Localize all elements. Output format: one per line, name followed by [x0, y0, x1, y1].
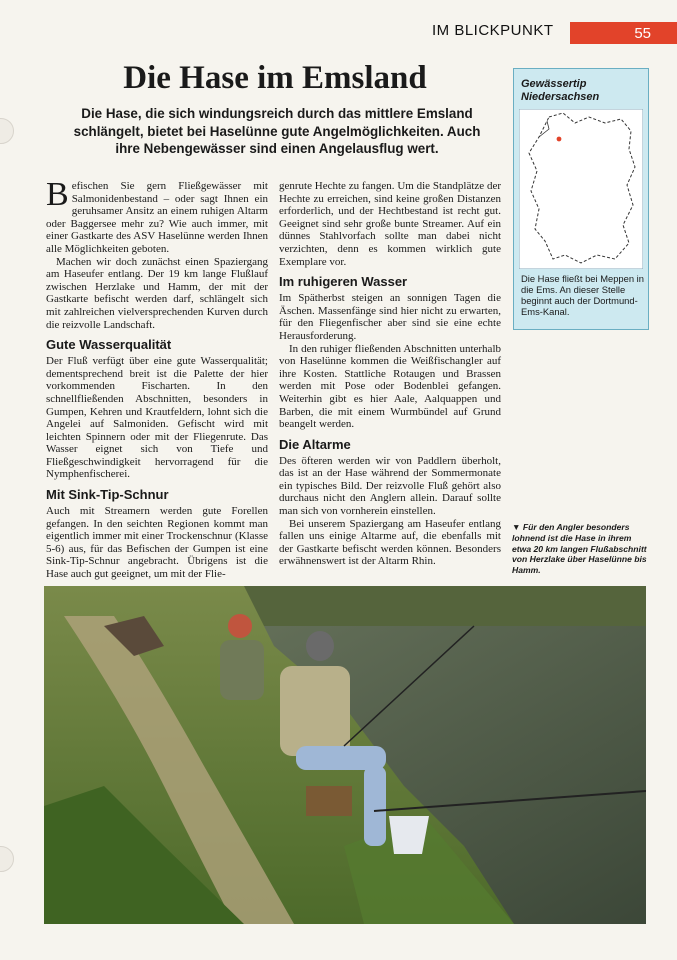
- sidebar-caption: Die Hase fließt bei Meppen in die Ems. An dieser Stelle beginnt auch der Dortmund-Ems-Kanal.: [521, 273, 644, 317]
- germany-map: [519, 109, 643, 269]
- text-column-1: [46, 176, 268, 581]
- article-intro: Die Hase, die sich windungsreich durch das mittlere Emsland schlängelt, bietet bei Haselünne gute Angelmöglichkeiten. Auch ihre Nebengewässer sind einen Angelausflug wert.: [73, 106, 481, 156]
- section-label: IM BLICKPUNKT: [432, 22, 554, 39]
- subheading-quality: Gute Wasserqualität: [46, 337, 172, 353]
- paragraph: Bei unserem Spaziergang am Haseufer entlang fallen uns einige Altarme auf, die ebenfalls mit der Gastkarte befischt werden können. Besonders erwähnenswert ist der Altarm Rhin.: [279, 517, 501, 568]
- article-title: Die Hase im Emsland: [123, 60, 427, 96]
- paragraph: Der Fluß verfügt über eine gute Wasserqualität; dementsprechend breit ist die Palette der hier vorkommenden Fischarten. In den schnellfließenden Abschnitten, besonders in Gumpen, Kehren und Krautfeldern, lohnt sich die Angelei auf Salmoniden. Gefischt wird mit leichten Spinnern oder mit der Fliegenrute. Das Wasser eignet sich von Tiefe und Fließgeschwindigkeit hervorragend für die Nymphenfischerei.: [46, 355, 268, 481]
- subheading-altarme: Die Altarme: [279, 436, 351, 452]
- anglers-photo: [44, 586, 646, 924]
- paragraph: Im Spätherbst steigen an sonnigen Tagen die Äschen. Massenfänge sind hier nicht zu erwarten, für den Fliegenfischer aber sind sie eine echte Herausforderung.: [279, 292, 501, 342]
- photo-illustration: [44, 586, 646, 924]
- paragraph-text: efischen Sie gern Fließgewässer mit Salmonidenbestand – oder sagt Ihnen ein geruhsamer Ansitz an einem ruhigen Altarm oder Baggersee mehr zu? Wie auch immer, mit einer Gastkarte des ASV Haselünne werden Ihnen alle Möglichkeiten geboten.: [46, 180, 268, 255]
- subheading-sink-tip: Mit Sink-Tip-Schnur: [46, 487, 169, 503]
- info-sidebar: [513, 68, 649, 330]
- paragraph: In den ruhiger fließenden Abschnitten unterhalb von Haselünne kommen die Weißfischangler auf ihre Kosten. Stattliche Rotaugen und Brassen werden mit Pose oder Bodenblei gefangen. Weiterhin gibt es hier Aale, Aalquappen und Barben, die mit einem Wurmbündel auf Grund beangelt werden.: [279, 342, 501, 431]
- paragraph: [46, 176, 268, 256]
- subheading-calm-water: Im ruhigeren Wasser: [279, 274, 408, 290]
- paragraph: Machen wir doch zunächst einen Spaziergang am Haseufer entlang. Der 19 km lange Flußlauf zwischen Herzlake und Hamm, der mit der Gastkarte befischt werden darf, schlängelt sich mit zahlreichen vielversprechenden Kurven durch die reizvolle Landschaft.: [46, 255, 268, 331]
- binder-hole: [0, 118, 14, 144]
- sidebar-title: Gewässertip Niedersachsen: [521, 78, 600, 103]
- paragraph: genrute Hechte zu fangen. Um die Standplätze der Hechte zu erreichen, sind keine großen Distanzen erforderlich, und der Hechtbestand ist recht gut. Geeignet sind sehr große bunte Streamer. Auf ein dünnes Stahlvorfach sollte man dabei nicht verzichten, denn es kommen wirklich gute Exemplare vor.: [279, 180, 501, 268]
- page-number: 55: [634, 24, 651, 42]
- binder-hole: [0, 846, 14, 872]
- page-number-box: [570, 22, 677, 44]
- photo-caption: ▼ Für den Angler besonders lohnend ist die Hase in ihrem etwa 20 km langen Flußabschnitt von Herzlake über Haselünne bis Hamm.: [512, 522, 647, 576]
- location-marker: [557, 137, 562, 142]
- paragraph: Auch mit Streamern werden gute Forellen gefangen. In den seichten Regionen kommt man eigentlich immer mit einer Trockenschnur (Klasse 5-6) aus, für das Befischen der Gumpen ist eine Sink-Tip-Schnur angebracht. Übrigens ist die Hase auch gut geeignet, um mit der Flie-: [46, 505, 268, 581]
- paragraph: Des öfteren werden wir von Paddlern überholt, das ist an der Hase während der Sommermonate ein typisches Bild. Der reizvolle Fluß gehört also durchaus nicht den Anglern allein. Darauf sollte man sich von vornherein einstellen.: [279, 454, 501, 518]
- text-column-2: [279, 180, 501, 568]
- drop-cap: B: [46, 176, 69, 213]
